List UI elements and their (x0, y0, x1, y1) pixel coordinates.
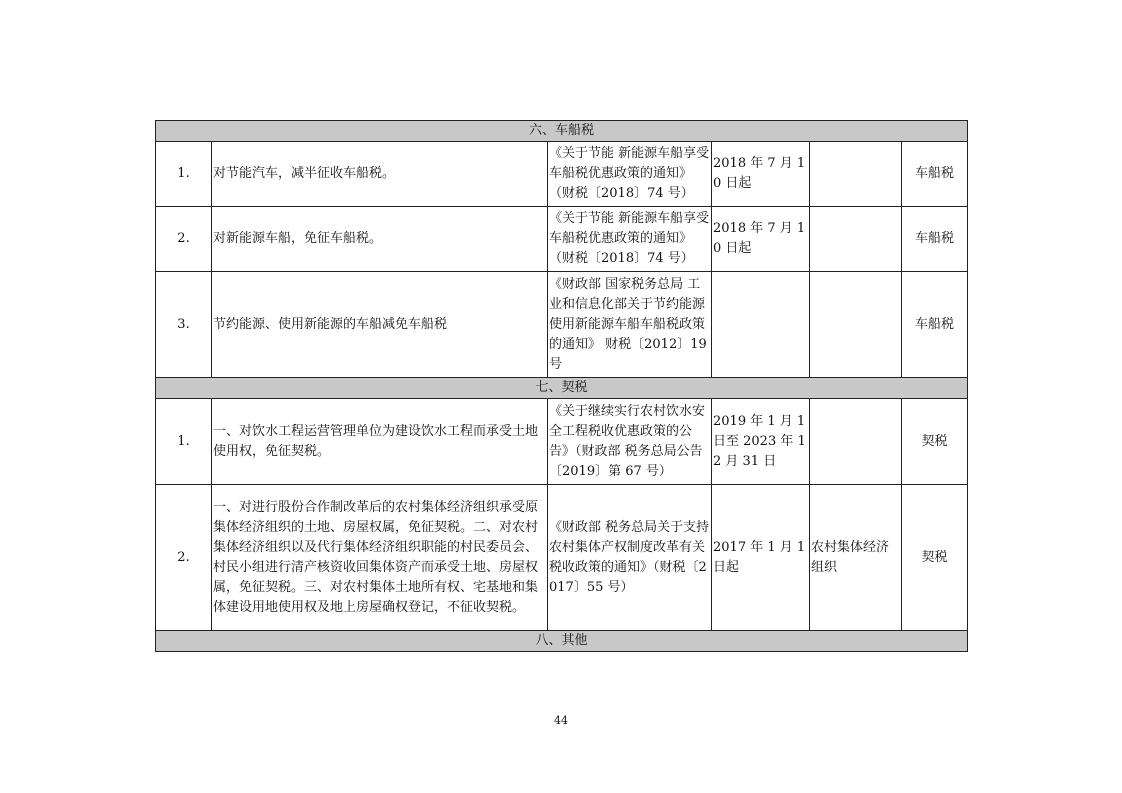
effective-date: 2019 年 1 月 1 日至 2023 年 12 月 31 日 (712, 399, 810, 485)
table-row (156, 485, 968, 631)
applicable-scope (810, 272, 902, 378)
row-number: 2. (156, 207, 212, 272)
effective-date: 2018 年 7 月 10 日起 (712, 207, 810, 272)
applicable-scope (810, 207, 902, 272)
tax-type: 契税 (902, 485, 968, 631)
policy-document: 《财政部 国家税务总局 工业和信息化部关于节约能源使用新能源车船车船税政策的通知》 财税〔2012〕19 号 (548, 272, 712, 378)
applicable-scope (810, 399, 902, 485)
page-number: 44 (554, 714, 568, 727)
table-row (156, 207, 968, 272)
section-title: 六、车船税 (156, 121, 968, 142)
section-header-deed-tax (156, 378, 968, 399)
tax-type: 车船税 (902, 272, 968, 378)
row-number: 2. (156, 485, 212, 631)
applicable-scope (810, 142, 902, 207)
policy-description: 对新能源车船，免征车船税。 (212, 207, 548, 272)
policy-document: 《财政部 税务总局关于支持农村集体产权制度改革有关税收政策的通知》（财税〔2017〕55 号） (548, 485, 712, 631)
policy-table (155, 120, 968, 652)
tax-type: 车船税 (902, 142, 968, 207)
table-row (156, 399, 968, 485)
table-row (156, 142, 968, 207)
policy-document: 《关于节能 新能源车船享受车船税优惠政策的通知》（财税〔2018〕74 号） (548, 207, 712, 272)
effective-date (712, 272, 810, 378)
policy-description: 节约能源、使用新能源的车船减免车船税 (212, 272, 548, 378)
table-row (156, 272, 968, 378)
effective-date: 2017 年 1 月 1 日起 (712, 485, 810, 631)
tax-type: 车船税 (902, 207, 968, 272)
effective-date: 2018 年 7 月 10 日起 (712, 142, 810, 207)
policy-document: 《关于节能 新能源车船享受车船税优惠政策的通知》（财税〔2018〕74 号） (548, 142, 712, 207)
tax-type: 契税 (902, 399, 968, 485)
policy-description: 一、对饮水工程运营管理单位为建设饮水工程而承受土地使用权，免征契税。 (212, 399, 548, 485)
row-number: 1. (156, 142, 212, 207)
policy-document: 《关于继续实行农村饮水安全工程税收优惠政策的公告》（财政部 税务总局公告〔2019〕第 67 号） (548, 399, 712, 485)
row-number: 1. (156, 399, 212, 485)
policy-description: 对节能汽车，减半征收车船税。 (212, 142, 548, 207)
section-title: 八、其他 (156, 631, 968, 652)
section-header-other (156, 631, 968, 652)
applicable-scope: 农村集体经济组织 (810, 485, 902, 631)
section-title: 七、契税 (156, 378, 968, 399)
row-number: 3. (156, 272, 212, 378)
section-header-vehicle-vessel-tax (156, 121, 968, 142)
policy-description: 一、对进行股份合作制改革后的农村集体经济组织承受原集体经济组织的土地、房屋权属，免征契税。二、对农村集体经济组织以及代行集体经济组织职能的村民委员会、村民小组进行清产核资收回集体资产而承受土地、房屋权属，免征契税。三、对农村集体土地所有权、宅基地和集体建设用地使用权及地上房屋确权登记，不征收契税。 (212, 485, 548, 631)
